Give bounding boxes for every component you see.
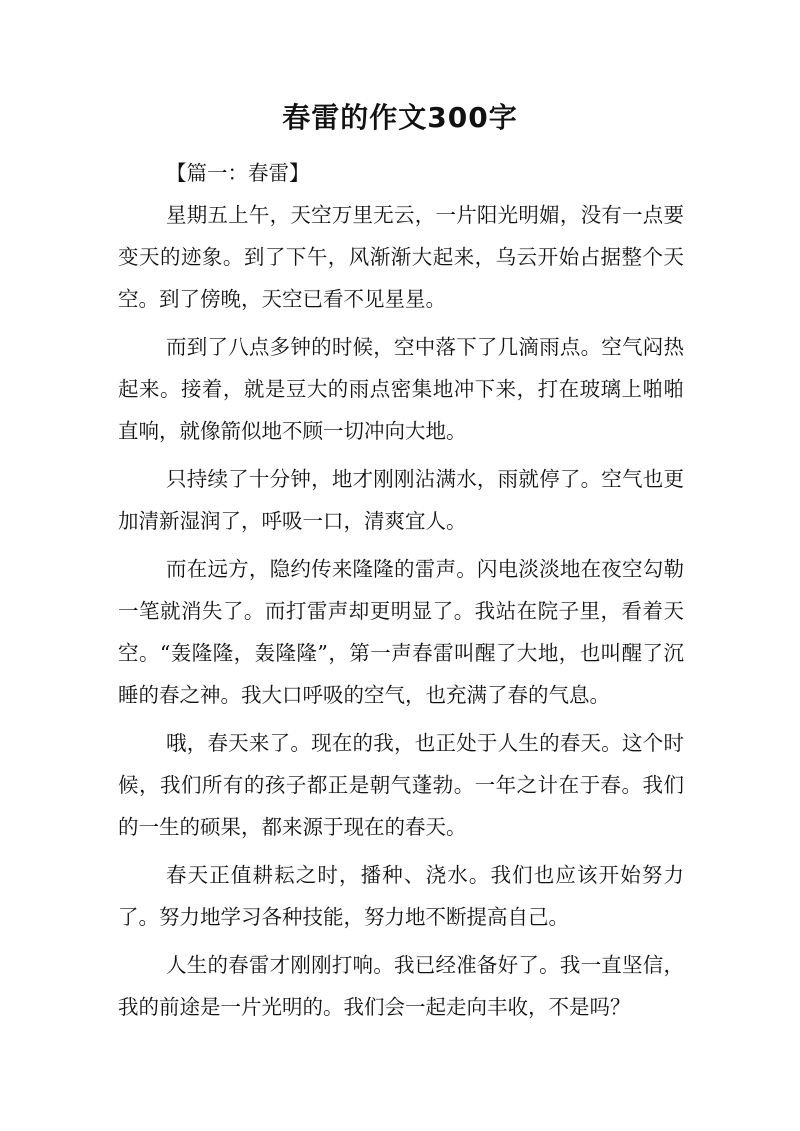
document-title: 春雷的作文300字 (282, 101, 518, 134)
section-label: 【篇一：春雷】 (166, 161, 310, 185)
paragraph-6: 春天正值耕耘之时，播种、浇水。我们也应该开始努力了。努力地学习各种技能，努力地不断提高自己。 (118, 863, 684, 929)
paragraph-4: 而在远方，隐约传来隆隆的雷声。闪电淡淡地在夜空勾勒一笔就消失了。而打雷声却更明显了。我站在院子里，看着天空。“轰隆隆，轰隆隆”，第一声春雷叫醒了大地，也叫醒了沉睡的春之神。我大口呼吸的空气，也充满了春的气息。 (118, 557, 684, 707)
paragraph-3: 只持续了十分钟，地才刚刚沾满水，雨就停了。空气也更加清新湿润了，呼吸一口，清爽宜人。 (118, 467, 684, 533)
paragraph-7: 人生的春雷才刚刚打响。我已经准备好了。我一直坚信，我的前途是一片光明的。我们会一起走向丰收，不是吗？ (118, 953, 684, 1019)
paragraph-1: 星期五上午，天空万里无云，一片阳光明媚，没有一点要变天的迹象。到了下午，风渐渐大起来，乌云开始占据整个天空。到了傍晚，天空已看不见星星。 (118, 203, 684, 311)
paragraph-2: 而到了八点多钟的时候，空中落下了几滴雨点。空气闷热起来。接着，就是豆大的雨点密集地冲下来，打在玻璃上啪啪直响，就像箭似地不顾一切冲向大地。 (118, 335, 684, 443)
paragraph-5: 哦，春天来了。现在的我，也正处于人生的春天。这个时候，我们所有的孩子都正是朝气蓬勃。一年之计在于春。我们的一生的硕果，都来源于现在的春天。 (118, 731, 684, 839)
document-body (118, 152, 684, 1034)
